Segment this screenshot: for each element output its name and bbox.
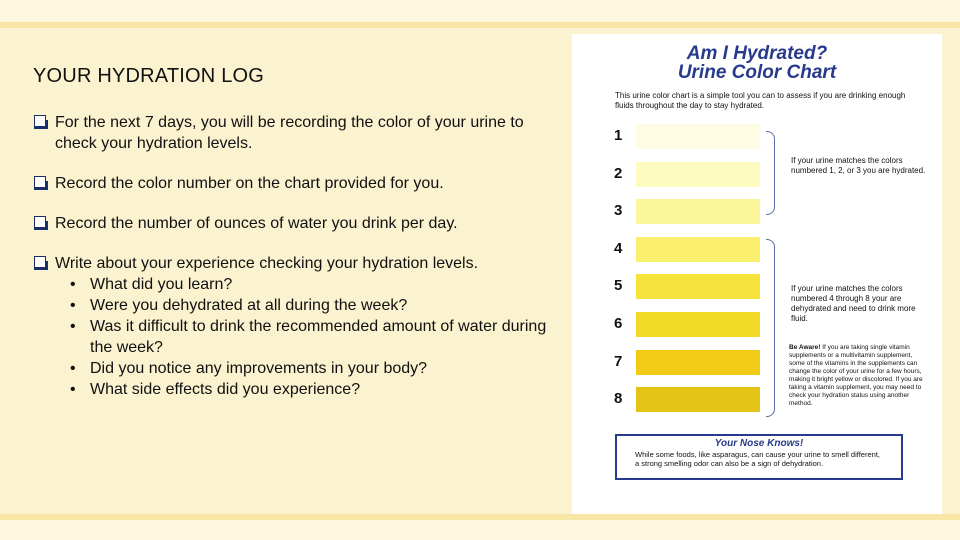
color-swatch-6	[636, 312, 760, 337]
bottom-band	[0, 514, 960, 540]
warning-text: If you are taking single vitamin supplements or a multivitamin supplement, some of the vitamins in the supplements can change the color of your urine for a few hours, making it bright yellow or discolored. If you are taking a vitamin supplement, you may need to check your hydration status using another method.	[789, 344, 923, 407]
hydrated-note: If your urine matches the colors numbered 1, 2, or 3 you are hydrated.	[791, 156, 926, 175]
level-number-3: 3	[614, 202, 623, 220]
nose-text: While some foods, like asparagus, can cause your urine to smell different, a strong smelling odor can also be a sign of dehydration.	[635, 450, 880, 468]
level-number-6: 6	[614, 315, 623, 332]
bullet-text: Record the color number on the chart provided for you.	[55, 175, 444, 192]
level-number-4: 4	[614, 239, 623, 257]
bullet-text: Write about your experience checking your hydration levels.	[55, 255, 479, 272]
nose-title: Your Nose Knows!	[714, 438, 804, 449]
color-swatch-4	[636, 237, 760, 262]
color-swatch-3	[636, 199, 760, 224]
bullet-text: For the next 7 days, you will be recording the color of your urine to check your hydration levels.	[55, 114, 524, 152]
dehydrated-note: If your urine matches the colors numbered 4 through 8 your are dehydrated and need to drink more fluid.	[791, 284, 916, 323]
vitamin-warning	[789, 344, 929, 408]
bullet-item	[33, 213, 563, 234]
level-number-5: 5	[614, 277, 623, 295]
page-title: YOUR HYDRATION LOG	[33, 65, 265, 87]
dehydrated-bracket	[766, 239, 775, 417]
color-swatch-2	[636, 162, 760, 187]
bullet-item	[33, 112, 563, 154]
bullet-list	[33, 112, 563, 400]
sub-bullet-item: • What did you learn?	[68, 274, 563, 295]
color-swatch-8	[636, 387, 760, 412]
sub-bullet-item: • Did you notice any improvements in your body?	[68, 358, 563, 379]
color-swatch-1	[636, 124, 760, 149]
sub-bullet-item: • Were you dehydrated at all during the week?	[68, 295, 563, 316]
sub-bullet-list	[33, 274, 563, 400]
checkbox-bullet-icon	[34, 216, 46, 228]
checkbox-bullet-icon	[34, 256, 46, 268]
bullet-text: Record the number of ounces of water you drink per day.	[55, 215, 458, 232]
chart-intro: This urine color chart is a simple tool you can to assess if you are drinking enough fluids throughout the day to stay hydrated.	[615, 91, 906, 110]
urine-color-chart	[572, 34, 942, 514]
nose-knows-box	[615, 434, 903, 480]
checkbox-bullet-icon	[34, 176, 46, 188]
level-number-2: 2	[614, 164, 623, 182]
checkbox-bullet-icon	[34, 115, 46, 127]
chart-subtitle: Urine Color Chart	[677, 62, 837, 83]
sub-bullet-item: • What side effects did you experience?	[68, 379, 563, 400]
color-swatch-5	[636, 274, 760, 299]
top-band	[0, 0, 960, 28]
level-number-8: 8	[614, 390, 623, 408]
level-number-1: 1	[614, 127, 623, 144]
sub-bullet-item: • Was it difficult to drink the recommended amount of water during the week?	[68, 316, 563, 358]
bullet-item	[33, 253, 563, 274]
bullet-item	[33, 173, 563, 194]
level-number-7: 7	[614, 352, 623, 370]
hydrated-bracket	[766, 131, 775, 215]
color-swatch-7	[636, 350, 760, 375]
warning-label: Be Aware!	[789, 344, 821, 351]
chart-title: Am I Hydrated?	[686, 43, 828, 64]
